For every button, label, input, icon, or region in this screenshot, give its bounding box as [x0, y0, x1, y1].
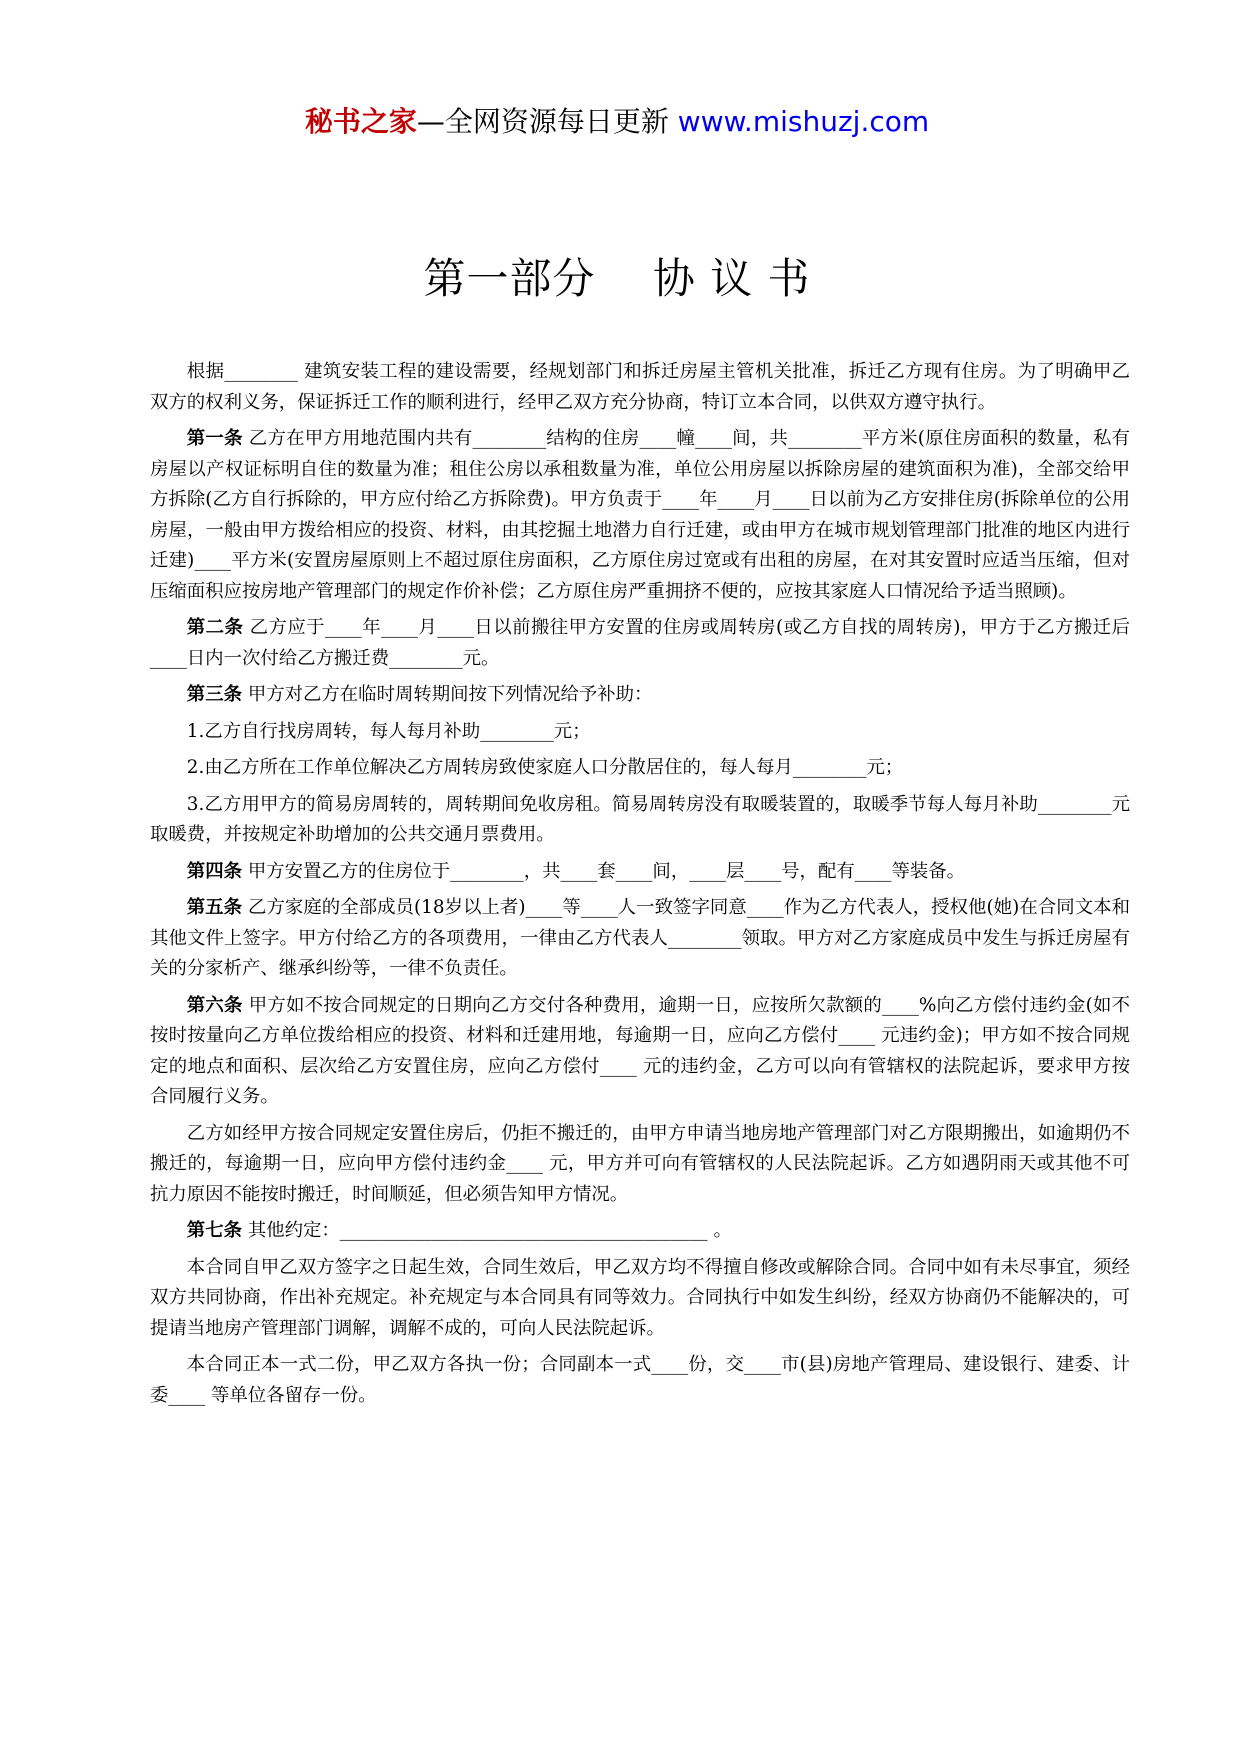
- paragraph-text: 1.乙方自行找房周转，每人每月补助________元；: [186, 720, 591, 742]
- article-paragraph: [150, 680, 1130, 711]
- body-paragraph: [150, 1253, 1130, 1345]
- paragraph-text: 本合同自甲乙双方签字之日起生效，合同生效后，甲乙双方均不得擅自修改或解除合同。合同中如有未尽事宜，须经双方共同协商，作出补充规定。补充规定与本合同具有同等效力。合同执行中如发生纠纷，经双方协商仍不能解决的，可提请当地房产管理部门调解，调解不成的，可向人民法院起诉。: [150, 1256, 1130, 1339]
- agreement-body: [150, 357, 1130, 1417]
- article-label: 第四条: [186, 860, 242, 882]
- paragraph-text: 乙方应于____年____月____日以前搬往甲方安置的住房或周转房(或乙方自找的周转房)，甲方于乙方搬迁后____日内一次付给乙方搬迁费________元。: [150, 617, 1130, 669]
- paragraph-text: 甲方对乙方在临时周转期间按下列情况给予补助：: [241, 684, 653, 705]
- article-paragraph: [150, 1216, 1130, 1247]
- brand-name: 秘书之家: [304, 105, 417, 138]
- article-label: 第三条: [186, 684, 242, 705]
- article-label: 第二条: [186, 617, 244, 638]
- body-paragraph: [150, 357, 1130, 418]
- article-paragraph: [150, 991, 1130, 1113]
- article-label: 第一条: [186, 428, 243, 449]
- article-paragraph: [150, 857, 1130, 888]
- body-paragraph: [150, 753, 1130, 784]
- paragraph-text: 本合同正本一式二份，甲乙双方各执一份；合同副本一式____份，交____市(县)房地产管理局、建设银行、建委、计委____ 等单位各留存一份。: [150, 1354, 1130, 1406]
- paragraph-text: 3.乙方用甲方的简易房周转的，周转期间免收房租。简易周转房没有取暖装置的，取暖季节每人每月补助________元取暖费，并按规定补助增加的公共交通月票费用。: [150, 793, 1130, 845]
- paragraph-text: 其他约定：________________________________________ 。: [241, 1220, 732, 1241]
- article-label: 第七条: [186, 1220, 242, 1241]
- document-title: 第一部分 协 议 书: [423, 254, 811, 303]
- site-header: [0, 104, 1234, 140]
- body-paragraph: [150, 1350, 1130, 1411]
- article-label: 第五条: [186, 897, 243, 918]
- header-tagline: —全网资源每日更新: [416, 105, 669, 138]
- paragraph-text: 乙方家庭的全部成员(18岁以上者)____等____人一致签字同意____作为乙方代表人，授权他(她)在合同文本和其他文件上签字。甲方付给乙方的各项费用，一律由乙方代表人________领取。甲方对乙方家庭成员中发生与拆迁房屋有关的分家析产、继承纠纷等，一律不负责任。: [150, 897, 1130, 979]
- article-paragraph: [150, 613, 1130, 674]
- paragraph-text: 乙方在甲方用地范围内共有________结构的住房____幢____间，共________平方米(原住房面积的数量，私有房屋以产权证标明自住的数量为准；租住公房以承租数量为准，单位公用房屋以拆除房屋的建筑面积为准)，全部交给甲方拆除(乙方自行拆除的，甲方应付给乙方拆除费)。甲方负责于____年____月____日以前为乙方安排住房(拆除单位的公用房屋，一般由甲方拨给相应的投资、材料，由其挖掘土地潜力自行迁建，或由甲方在城市规划管理部门批准的地区内进行迁建)____平方米(安置房屋原则上不超过原住房面积，乙方原住房过宽或有出租的房屋，在对其安置时应适当压缩，但对压缩面积应按房地产管理部门的规定作价补偿；乙方原住房严重拥挤不便的，应按其家庭人口情况给予适当照顾)。: [150, 428, 1130, 602]
- website-link[interactable]: www.mishuzj.com: [677, 105, 930, 138]
- body-paragraph: [150, 717, 1130, 748]
- paragraph-text: 甲方如不按合同规定的日期向乙方交付各种费用，逾期一日，应按所欠款额的____%向乙方偿付违约金(如不按时按量向乙方单位拨给相应的投资、材料和迁建用地，每逾期一日，应向乙方偿付____ 元违约金)；甲方如不按合同规定的地点和面积、层次给乙方安置住房，应向乙方偿付____ 元的违约金，乙方可以向有管辖权的法院起诉，要求甲方按合同履行义务。: [150, 994, 1130, 1107]
- body-paragraph: [150, 790, 1130, 851]
- paragraph-text: 根据________ 建筑安装工程的建设需要，经规划部门和拆迁房屋主管机关批准，拆迁乙方现有住房。为了明确甲乙双方的权利义务，保证拆迁工作的顺利进行，经甲乙双方充分协商，特订立本合同，以供双方遵守执行。: [150, 361, 1130, 413]
- paragraph-text: 乙方如经甲方按合同规定安置住房后，仍拒不搬迁的，由甲方申请当地房地产管理部门对乙方限期搬出，如逾期仍不搬迁的，每逾期一日，应向甲方偿付违约金____ 元，甲方并可向有管辖权的人民法院起诉。乙方如遇阴雨天或其他不可抗力原因不能按时搬迁，时间顺延，但必须告知甲方情况。: [150, 1122, 1130, 1205]
- article-label: 第六条: [186, 994, 243, 1016]
- paragraph-text: 甲方安置乙方的住房位于________，共____套____间，____层____号，配有____等装备。: [241, 860, 966, 882]
- article-paragraph: [150, 893, 1130, 985]
- paragraph-text: 2.由乙方所在工作单位解决乙方周转房致使家庭人口分散居住的，每人每月________元；: [186, 757, 904, 778]
- article-paragraph: [150, 424, 1130, 607]
- body-paragraph: [150, 1119, 1130, 1211]
